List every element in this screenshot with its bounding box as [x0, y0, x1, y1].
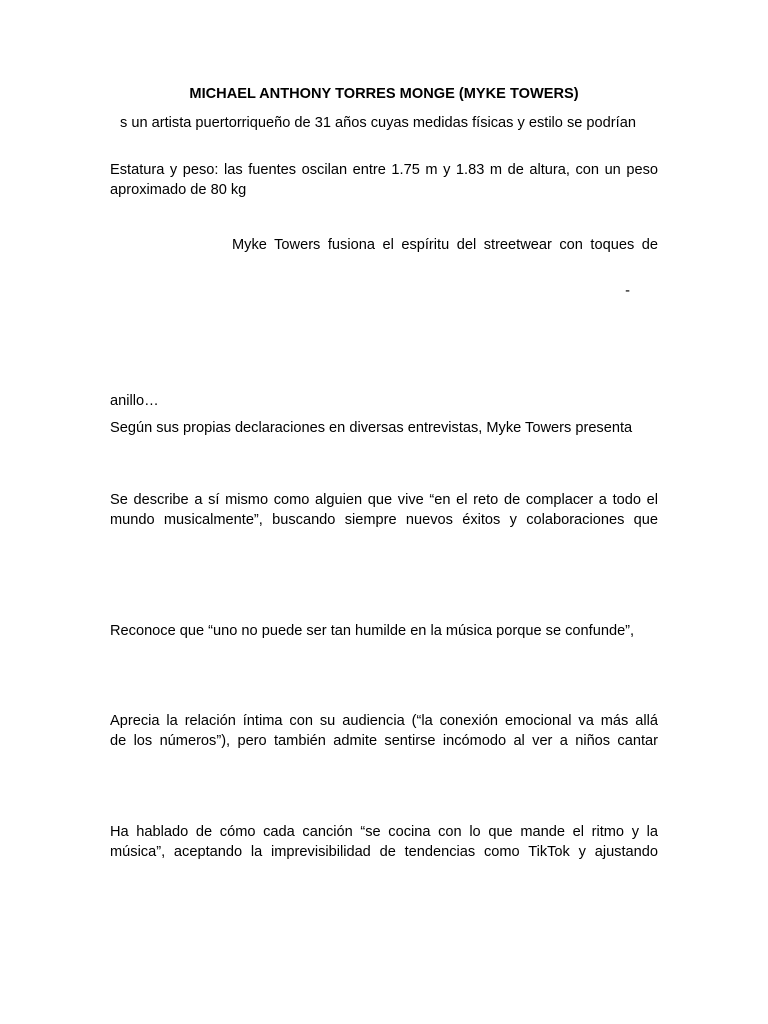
- height-weight-paragraph: [110, 160, 658, 200]
- dash-text: -: [625, 283, 630, 299]
- humble-text: Reconoce que “uno no puede ser tan humilde en la música porque se confunde”,: [110, 623, 635, 639]
- height-weight-line-1: Estatura y peso: las fuentes oscilan entre 1.75 m y 1.83 m de altura, con un peso: [110, 162, 658, 178]
- self-description-line-1: Se describe a sí mismo como alguien que vive “en el reto de complacer a todo el: [110, 492, 658, 508]
- document-title: MICHAEL ANTHONY TORRES MONGE (MYKE TOWERS): [189, 86, 579, 102]
- ring-paragraph: [110, 391, 658, 411]
- song-creation-line-1: Ha hablado de cómo cada canción “se cocina con lo que mande el ritmo y la: [110, 824, 658, 840]
- dash-paragraph: [110, 281, 658, 301]
- humble-paragraph: [110, 621, 658, 641]
- intro-paragraph: [120, 113, 660, 133]
- song-creation-line-2: música”, aceptando la imprevisibilidad de tendencias como TikTok y ajustando: [110, 844, 658, 860]
- self-description-paragraph: [110, 490, 658, 530]
- self-description-line-2: mundo musicalmente”, buscando siempre nuevos éxitos y colaboraciones que: [110, 512, 658, 528]
- audience-paragraph: [110, 711, 658, 751]
- audience-line-1: Aprecia la relación íntima con su audiencia (“la conexión emocional va más allá: [110, 713, 658, 729]
- style-text: Myke Towers fusiona el espíritu del streetwear con toques de: [232, 237, 658, 253]
- song-creation-paragraph: [110, 822, 658, 862]
- audience-line-2: de los números”), pero también admite sentirse incómodo al ver a niños cantar: [110, 733, 658, 749]
- intro-text: s un artista puertorriqueño de 31 años cuyas medidas físicas y estilo se podrían: [120, 115, 636, 131]
- style-paragraph: [110, 235, 658, 255]
- declarations-paragraph: [110, 418, 658, 438]
- height-weight-line-2: aproximado de 80 kg: [110, 182, 247, 198]
- ring-text: anillo…: [110, 393, 159, 409]
- declarations-text: Según sus propias declaraciones en diversas entrevistas, Myke Towers presenta: [110, 420, 633, 436]
